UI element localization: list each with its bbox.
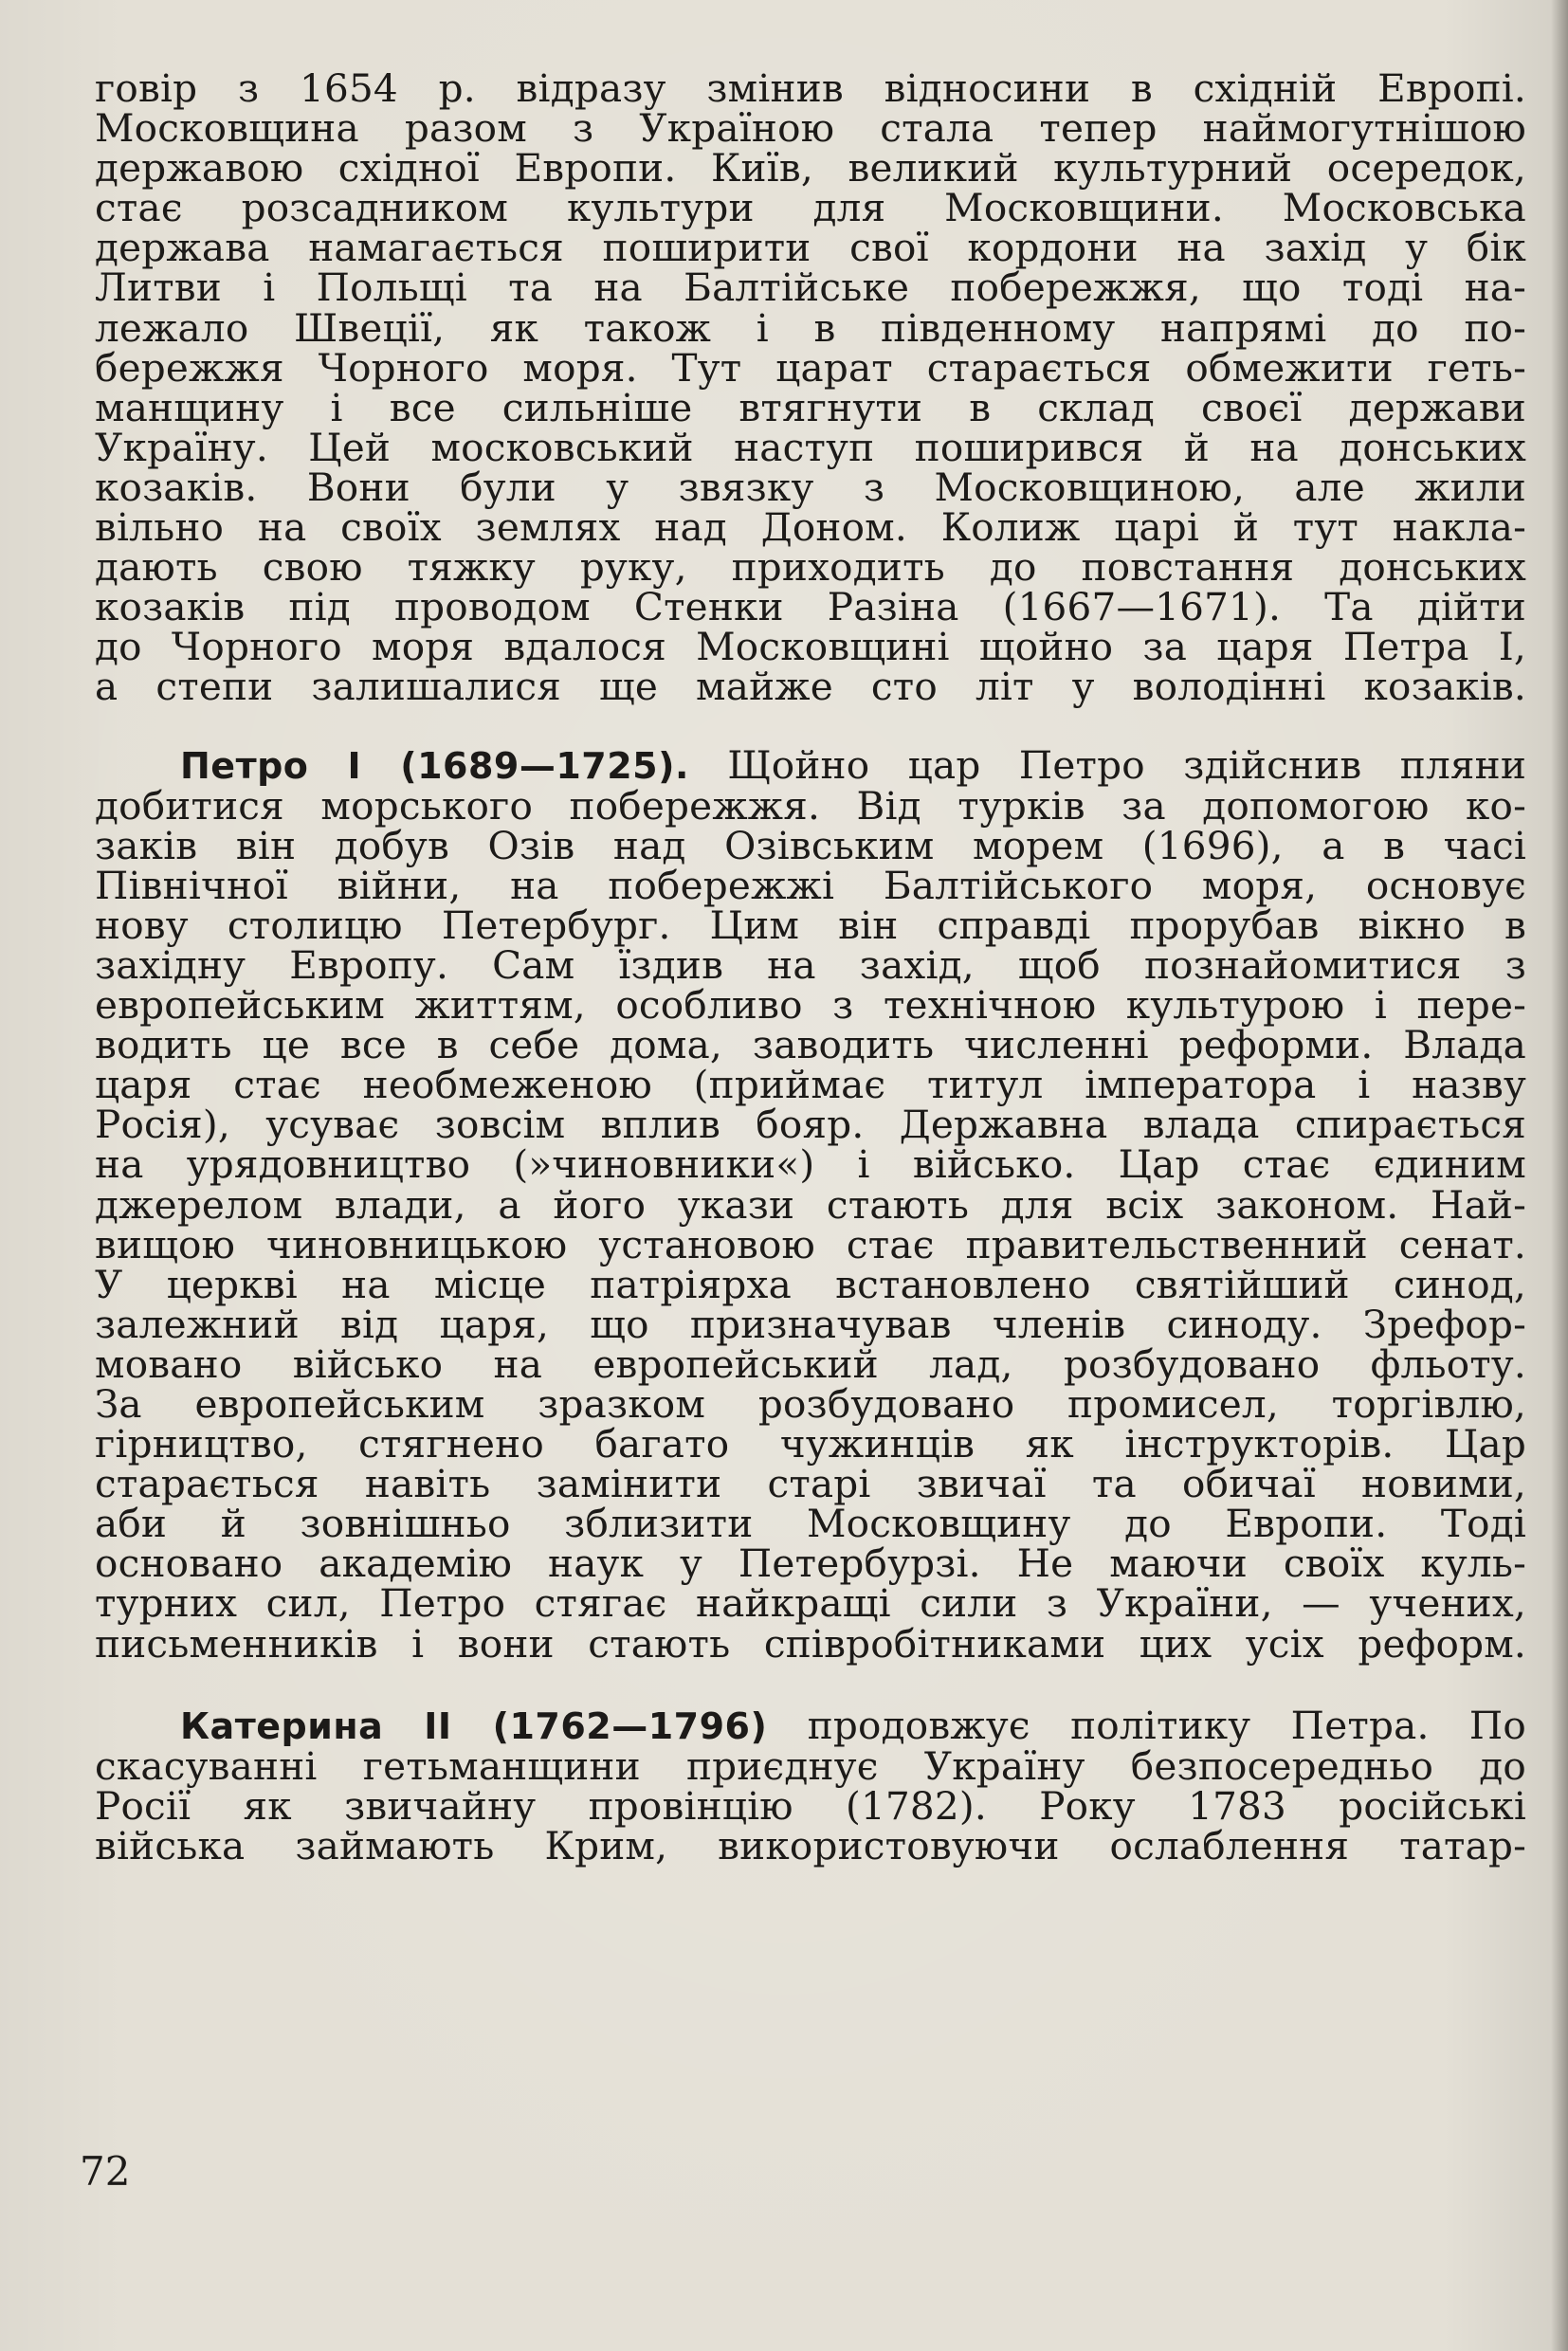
text-line: скасуванні гетьманщини приєднує Україну безпосередньо до [95,1742,1526,1789]
text-line: Північної війни, на побережжі Балтійського моря, основує [95,862,1526,908]
text-line: стає розсадником культури для Московщини. Московська [95,185,1526,231]
text-line: джерелом влади, а його укази стають для всіх законом. Най- [95,1181,1526,1228]
paragraph-catherine-ii [95,1702,1527,1868]
text-line: дають свою тяжку руку, приходить до повстання донських [95,544,1526,591]
text-line: бережжя Чорного моря. Тут царат старається обмежити геть- [95,344,1526,391]
section-heading-catherine-ii: Катерина II (1762—1796) [180,1704,768,1747]
text-line: до Чорного моря вдалося Московщині щойно за царя Петра I, [95,624,1526,670]
text-line-rest: Щойно цар Петро здійснив пляни [727,741,1527,788]
text-line: мовано військо на европейський лад, розбудовано фльоту. [95,1340,1526,1387]
text-line: на урядовництво (»чиновники«) і військо. Цар стає єдиним [95,1141,1526,1188]
text-line: Україну. Цей московський наступ поширився й на донських [95,424,1526,470]
text-line: аби й зовнішньо зблизити Московщину до Европи. Тоді [95,1501,1526,1547]
text-line: а степи залишалися ще майже сто літ у володінні козаків. [95,664,1526,710]
text-line: старається навіть замінити старі звичаї та обичаї новими, [95,1461,1526,1507]
text-line: манщину і все сильніше втягнути в склад своєї держави [95,384,1526,430]
text-line: Росії як звичайну провінцію (1782). Року 1783 російські [95,1782,1526,1829]
text-line: основано академію наук у Петербурзі. Не маючи своїх куль- [95,1540,1526,1587]
text-line: війська займають Крим, використовуючи ослаблення татар- [95,1822,1526,1868]
text-line: вищою чиновницькою установою стає правительственний сенат. [95,1221,1526,1267]
text-line: козаків під проводом Стенки Разіна (1667—1671). Та дійти [95,584,1526,630]
text-line: гірництво, стягнено багато чужинців як інструкторів. Цар [95,1421,1526,1467]
section-heading-peter-i: Петро I (1689—1725). [180,744,689,787]
text-line-first [95,741,1527,788]
text-line: За европейським зразком розбудовано промисел, торгівлю, [95,1381,1526,1427]
text-line: Московщина разом з Україною стала тепер наймогутнішою [95,105,1526,152]
text-line: вільно на своїх землях над Доном. Колиж царі й тут накла- [95,504,1526,551]
text-line: нову столицю Петербург. Цим він справді прорубав вікно в [95,902,1526,948]
text-line: залежний від царя, що призначував членів синоду. Зрефор- [95,1301,1526,1347]
text-line: У церкві на місце патріярха встановлено святійший синод, [95,1261,1526,1307]
text-line: козаків. Вони були у звязку з Московщиною, але жили [95,464,1526,510]
text-line: лежало Швеції, як також і в південному напрямі до по- [95,304,1526,351]
text-line-rest: продовжує політику Петра. По [807,1702,1527,1748]
text-line: турних сил, Петро стягає найкращі сили з України, — учених, [95,1580,1526,1627]
page-edge-shadow [1551,0,1568,2351]
text-line: европейським життям, особливо з технічною культурою і пере- [95,982,1526,1029]
text-line: водить це все в себе дома, заводить численні реформи. Влада [95,1022,1526,1068]
text-line: державою східної Европи. Київ, великий культурний осередок, [95,145,1526,191]
text-line: говір з 1654 р. відразу змінив відносини в східній Европі. [95,65,1526,111]
paragraph-peter-i [95,741,1527,1667]
text-line-first [95,1702,1527,1748]
text-line: західну Европу. Сам їздив на захід, щоб познайомитися з [95,941,1526,988]
text-line: Росія), усуває зовсім вплив бояр. Державна влада спирається [95,1102,1526,1148]
body-text [95,65,1527,1868]
text-line: Литви і Польщі та на Балтійське побережжя, що тоді на- [95,264,1526,311]
page-number: 72 [80,2148,131,2195]
paragraph-1 [95,65,1526,710]
text-line: заків він добув Озів над Озівським морем (1696), а в часі [95,822,1526,868]
text-line: держава намагається поширити свої кордони на захід у бік [95,225,1526,271]
text-line: царя стає необмеженою (приймає титул імператора і назву [95,1062,1526,1108]
text-line: добитися морського побережжя. Від турків за допомогою ко- [95,782,1526,829]
text-line: письменників і вони стають співробітниками цих усіх реформ. [95,1620,1526,1667]
